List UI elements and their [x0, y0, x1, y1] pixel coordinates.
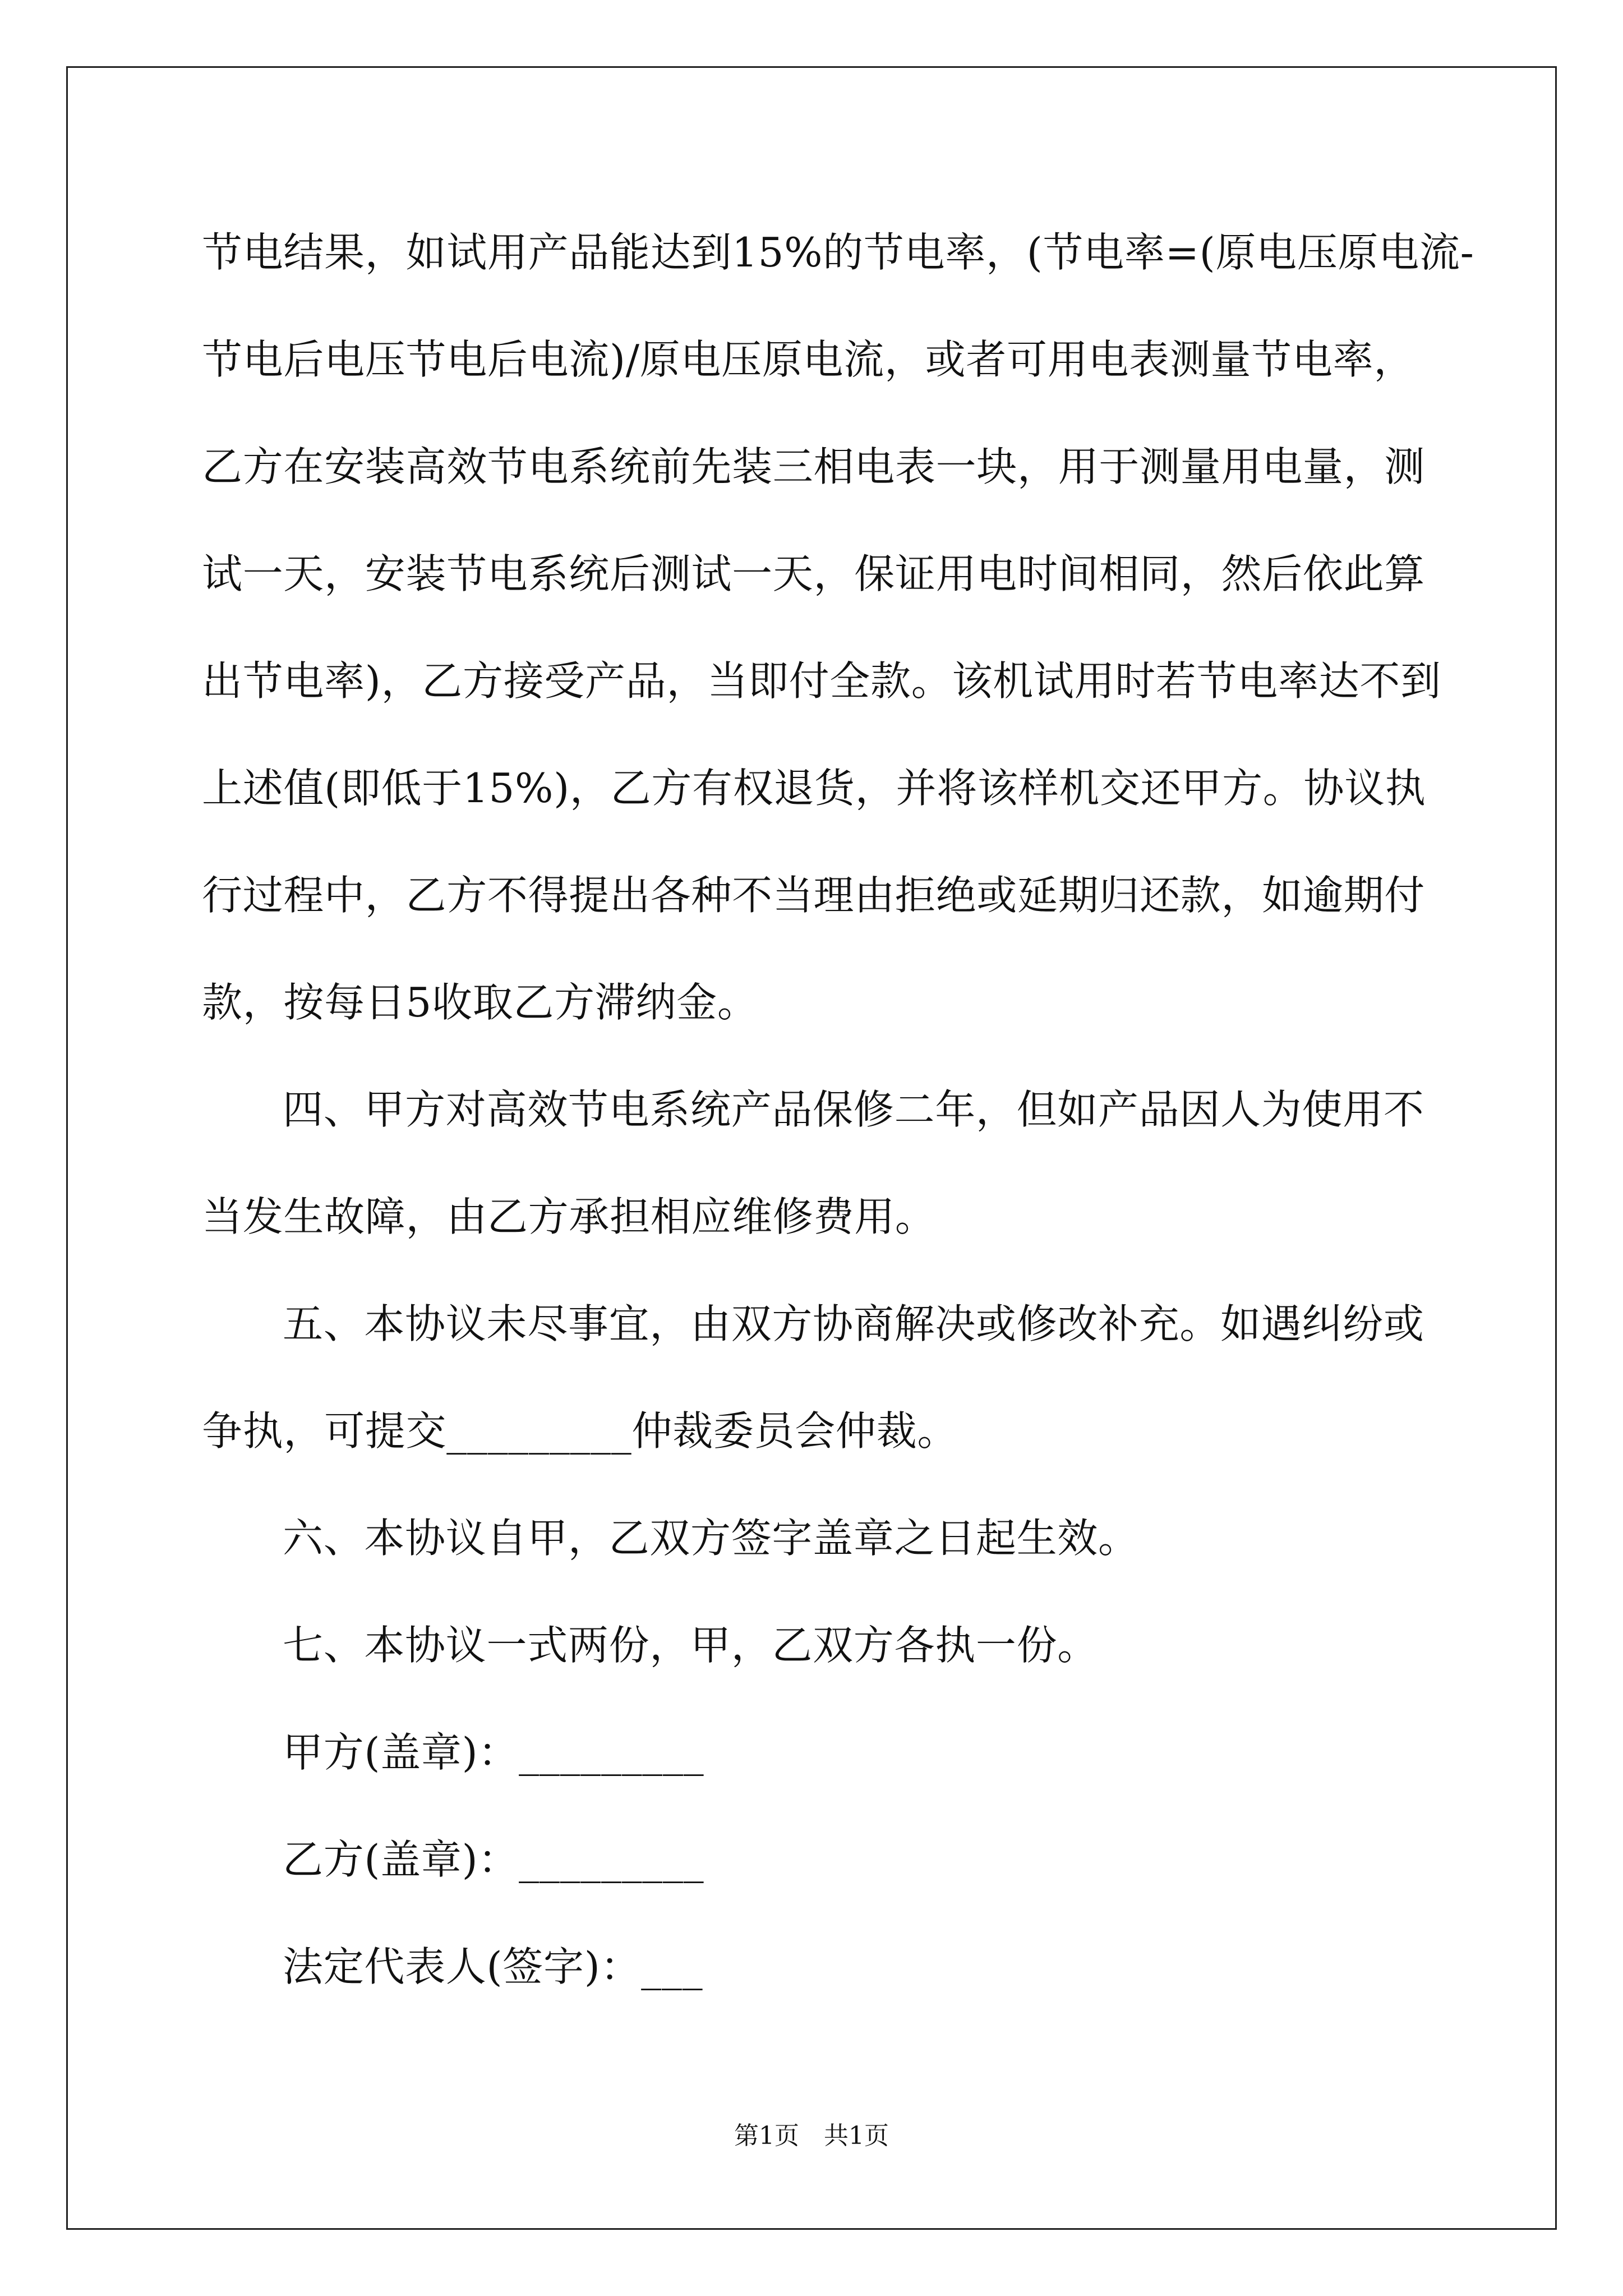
legal-representative-signature-line: 法定代表人(签字)：___	[283, 1943, 703, 1990]
body-line-3: 乙方在安装高效节电系统前先装三相电表一块，用于测量用电量，测	[202, 443, 1426, 490]
clause-five-line-1: 五、本协议未尽事宜，由双方协商解决或修改补充。如遇纠纷或	[283, 1300, 1424, 1347]
body-line-2: 节电后电压节电后电流)/原电压原电流，或者可用电表测量节电率，	[202, 336, 1415, 383]
clause-four-line-1: 四、甲方对高效节电系统产品保修二年，但如产品因人为使用不	[283, 1086, 1424, 1133]
party-b-seal-line: 乙方(盖章)：_________	[283, 1836, 704, 1883]
body-line-8: 款，按每日5收取乙方滞纳金。	[202, 979, 758, 1026]
page-footer: 第1页 共1页	[734, 2122, 889, 2150]
page-border	[66, 66, 1557, 2230]
body-line-6: 上述值(即低于15%)，乙方有权退货，并将该样机交还甲方。协议执	[202, 765, 1426, 812]
clause-five-line-2: 争执，可提交_________仲裁委员会仲裁。	[202, 1407, 958, 1455]
body-line-1: 节电结果，如试用产品能达到15%的节电率，(节电率=(原电压原电流-	[202, 229, 1474, 276]
clause-four-line-2: 当发生故障，由乙方承担相应维修费用。	[202, 1193, 936, 1240]
party-a-seal-line: 甲方(盖章)：_________	[283, 1729, 704, 1776]
body-line-4: 试一天，安装节电系统后测试一天，保证用电时间相同，然后依此算	[202, 550, 1426, 597]
clause-six: 六、本协议自甲，乙双方签字盖章之日起生效。	[283, 1515, 1139, 1562]
clause-seven: 七、本协议一式两份，甲，乙双方各执一份。	[283, 1622, 1099, 1669]
body-line-7: 行过程中，乙方不得提出各种不当理由拒绝或延期归还款，如逾期付	[202, 872, 1426, 919]
body-line-5: 出节电率)，乙方接受产品，当即付全款。该机试用时若节电率达不到	[202, 657, 1441, 705]
